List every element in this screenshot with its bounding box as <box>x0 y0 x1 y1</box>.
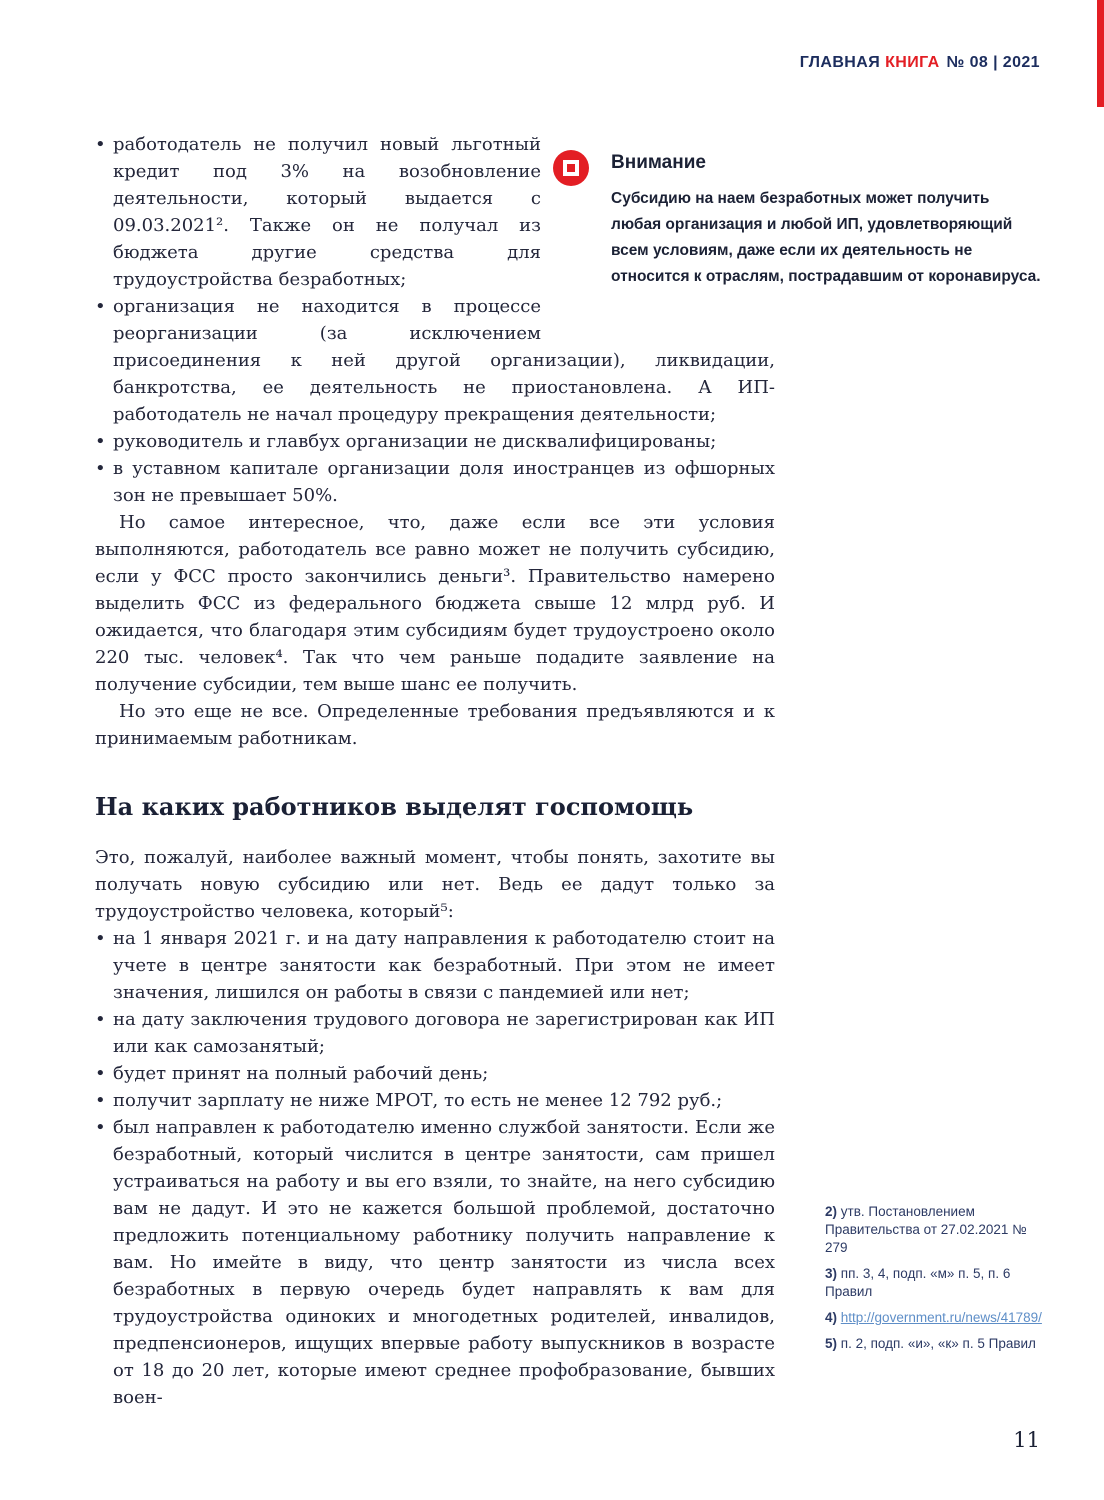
list-item-text: получит зарплату не ниже МРОТ, то есть не менее 12 792 руб.; <box>113 1090 723 1111</box>
footnote-number: 5) <box>825 1336 838 1351</box>
footnote-text: пп. 3, 4, подп. «м» п. 5, п. 6 Правил <box>825 1266 1011 1299</box>
paragraph: Но это еще не все. Определенные требования предъявляются и к принимаемым работникам. <box>95 701 775 749</box>
brand-glavnaya: ГЛАВНАЯ <box>799 54 881 71</box>
article-body <box>95 131 775 1411</box>
footnote-number: 2) <box>825 1204 838 1219</box>
list-item <box>95 455 775 509</box>
paragraph: Но самое интересное, что, даже если все эти условия выполняются, работодатель все равно может не получить субсидию, если у ФСС просто закончились деньги³. Правительство намерено выделить ФСС из федерального бюджета свыше 12 млрд руб. И ожидается, что благодаря этим субсидиям будет трудоустроено около 220 тыс. человек⁴. Так что чем раньше подадите заявление на получение субсидии, тем выше шанс ее получить. <box>95 512 775 695</box>
footnote-number: 4) <box>825 1310 838 1325</box>
footnote <box>825 1335 1043 1353</box>
list-item-text: на дату заключения трудового договора не зарегистрирован как ИП или как самозанятый; <box>113 1009 775 1057</box>
list-item-text: организация не находится в процессе реорганизации (за исключением присоединения к ней другой организации), ликвидации, банкротства, ее деятельность не приостановлена. А ИП-работодатель не начал процедуру прекращения деятельности; <box>113 296 775 425</box>
section-intro: Это, пожалуй, наиболее важный момент, чтобы понять, захотите вы получать новую субсидию или нет. Ведь ее дадут только за трудоустройство человека, который⁵: <box>95 847 775 922</box>
list-item <box>95 925 775 1006</box>
bullet-icon: • <box>95 431 106 452</box>
list-item <box>95 1114 775 1411</box>
list-item-text: был направлен к работодателю именно службой занятости. Если же безработный, который числится в центре занятости, сам пришел устраиваться на работу и вы его взяли, то знайте, на него субсидию вам не дадут. И это не кажется большой проблемой, достаточно предложить потенциальному работнику получить направление к вам. Но имейте в виду, что центр занятости из числа всех безработных в первую очередь будет направлять к вам для трудоустройства одиноких и многодетных родителей, инвалидов, предпенсионеров, ищущих впервые работу выпускников в возрасте от 18 до 20 лет, которые имеют среднее профобразование, бывших воен- <box>113 1117 775 1408</box>
bullet-icon: • <box>95 1090 106 1111</box>
page-number: 11 <box>1013 1428 1040 1452</box>
list-item-text: руководитель и главбух организации не дисквалифицированы; <box>113 431 717 452</box>
government-news-link[interactable]: http://government.ru/news/41789/ <box>840 1310 1042 1325</box>
section-heading: На каких работников выделят госпомощь <box>95 792 694 821</box>
bullet-icon: • <box>95 458 106 479</box>
bullet-icon: • <box>95 134 106 155</box>
page-header <box>800 54 1040 72</box>
bullet-icon: • <box>95 928 106 949</box>
attention-title: Внимание <box>611 152 706 173</box>
footnotes-sidebar <box>825 1203 1043 1361</box>
issue-number: № 08 | 2021 <box>946 54 1040 71</box>
footnote <box>825 1203 1043 1257</box>
callout-float-spacer <box>541 131 775 345</box>
bullet-icon: • <box>95 1117 106 1138</box>
footnote-text: п. 2, подп. «и», «к» п. 5 Правил <box>840 1336 1036 1351</box>
footnote <box>825 1265 1043 1301</box>
list-item-text: на 1 января 2021 г. и на дату направления к работодателю стоит на учете в центре занятости как безработный. При этом не имеет значения, лишился он работы в связи с пандемией или нет; <box>113 928 775 1003</box>
list-item-text: в уставном капитале организации доля иностранцев из офшорных зон не превышает 50%. <box>113 458 775 506</box>
list-item <box>95 428 775 455</box>
list-item-text: будет принят на полный рабочий день; <box>113 1063 489 1084</box>
footnote <box>825 1309 1043 1327</box>
list-item <box>95 1060 775 1087</box>
top-right-red-bar <box>1097 0 1104 107</box>
list-item <box>95 1087 775 1114</box>
list-item-text: работодатель не получил новый льготный кредит под 3% на возобновление деятельности, который выдается с 09.03.2021². Также он не получал из бюджета другие средства для трудоустройства безработных; <box>113 134 541 290</box>
worker-requirements-list <box>95 925 775 1411</box>
bullet-icon: • <box>95 296 106 317</box>
list-item <box>95 1006 775 1060</box>
attention-body: Субсидию на наем безработных может получить любая организация и любой ИП, удовлетворяющий всем условиям, даже если их деятельность не относится к отраслям, пострадавшим от коронавируса. <box>611 190 1041 285</box>
bullet-icon: • <box>95 1063 106 1084</box>
footnote-number: 3) <box>825 1266 838 1281</box>
bullet-icon: • <box>95 1009 106 1030</box>
footnote-text: утв. Постановлением Правительства от 27.02.2021 № 279 <box>825 1204 1027 1255</box>
brand-kniga: КНИГА <box>885 54 940 71</box>
